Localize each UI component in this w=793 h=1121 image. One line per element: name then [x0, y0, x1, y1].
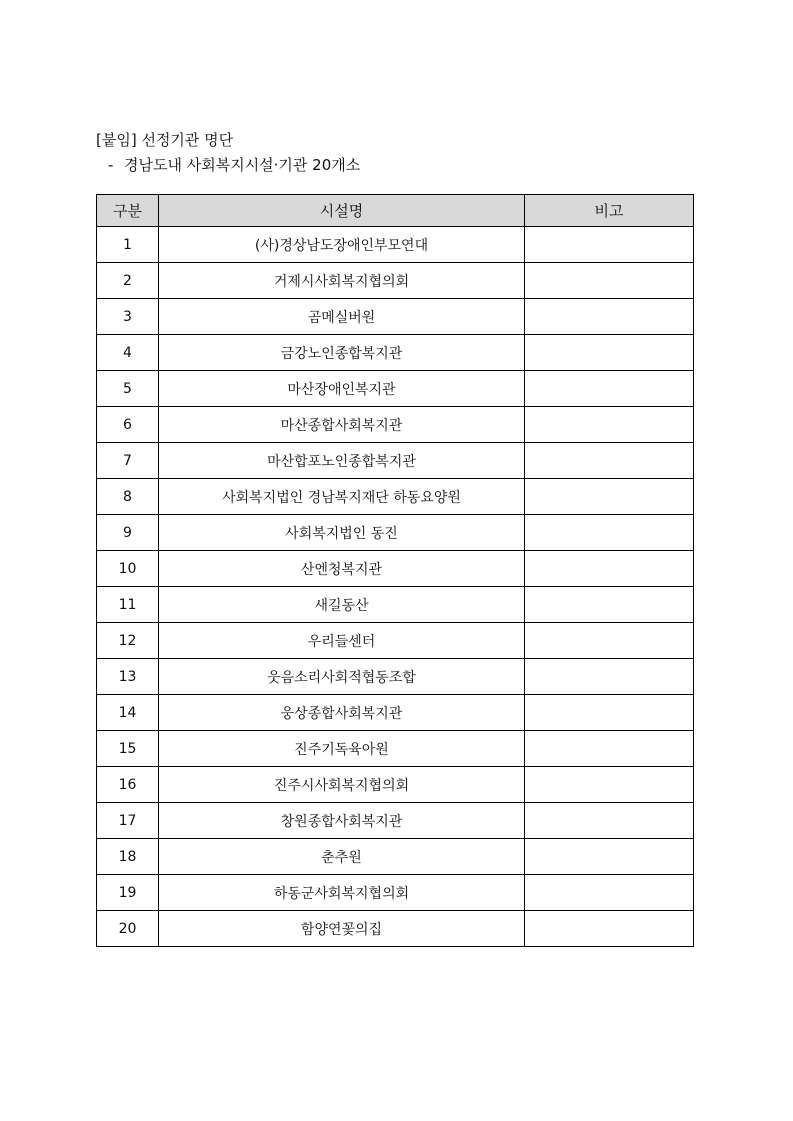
facility-name: 사회복지법인 동진 [159, 515, 525, 551]
row-number: 5 [97, 371, 159, 407]
facility-name: 진주기독육아원 [159, 731, 525, 767]
remarks [525, 839, 694, 875]
row-number: 13 [97, 659, 159, 695]
table-row [97, 767, 694, 803]
facility-name: 하동군사회복지협의회 [159, 875, 525, 911]
remarks [525, 731, 694, 767]
remarks [525, 551, 694, 587]
table-row [97, 695, 694, 731]
facility-name: 곰메실버원 [159, 299, 525, 335]
table-row [97, 911, 694, 947]
facility-name: 춘추원 [159, 839, 525, 875]
table-row [97, 299, 694, 335]
facility-name: 마산합포노인종합복지관 [159, 443, 525, 479]
table-row [97, 335, 694, 371]
remarks [525, 443, 694, 479]
table-row [97, 551, 694, 587]
table-row [97, 263, 694, 299]
row-number: 15 [97, 731, 159, 767]
facility-name: 함양연꽃의집 [159, 911, 525, 947]
remarks [525, 587, 694, 623]
header-facility-name: 시설명 [159, 195, 525, 227]
remarks [525, 911, 694, 947]
page-title: [붙임] 선정기관 명단 [96, 131, 234, 149]
row-number: 17 [97, 803, 159, 839]
row-number: 3 [97, 299, 159, 335]
table-row [97, 731, 694, 767]
facility-name: (사)경상남도장애인부모연대 [159, 227, 525, 263]
table-body [97, 227, 694, 947]
table-row [97, 803, 694, 839]
table-row [97, 407, 694, 443]
header-number: 구분 [97, 195, 159, 227]
remarks [525, 227, 694, 263]
table-row [97, 227, 694, 263]
remarks [525, 335, 694, 371]
remarks [525, 875, 694, 911]
table-row [97, 479, 694, 515]
institution-table [96, 194, 694, 947]
row-number: 18 [97, 839, 159, 875]
row-number: 8 [97, 479, 159, 515]
facility-name: 웅상종합사회복지관 [159, 695, 525, 731]
remarks [525, 767, 694, 803]
subheading [108, 155, 360, 175]
remarks [525, 407, 694, 443]
remarks [525, 263, 694, 299]
row-number: 12 [97, 623, 159, 659]
remarks [525, 623, 694, 659]
remarks [525, 515, 694, 551]
facility-name: 사회복지법인 경남복지재단 하동요양원 [159, 479, 525, 515]
row-number: 16 [97, 767, 159, 803]
row-number: 20 [97, 911, 159, 947]
row-number: 10 [97, 551, 159, 587]
facility-name: 웃음소리사회적협동조합 [159, 659, 525, 695]
facility-name: 거제시사회복지협의회 [159, 263, 525, 299]
row-number: 1 [97, 227, 159, 263]
facility-name: 금강노인종합복지관 [159, 335, 525, 371]
remarks [525, 479, 694, 515]
remarks [525, 299, 694, 335]
remarks [525, 371, 694, 407]
table-row [97, 659, 694, 695]
table-row [97, 875, 694, 911]
table-row [97, 623, 694, 659]
table-row [97, 839, 694, 875]
row-number: 19 [97, 875, 159, 911]
row-number: 14 [97, 695, 159, 731]
row-number: 9 [97, 515, 159, 551]
facility-name: 창원종합사회복지관 [159, 803, 525, 839]
facility-name: 진주시사회복지협의회 [159, 767, 525, 803]
facility-name: 산엔청복지관 [159, 551, 525, 587]
table-row [97, 371, 694, 407]
facility-name: 마산장애인복지관 [159, 371, 525, 407]
row-number: 7 [97, 443, 159, 479]
facility-name: 우리들센터 [159, 623, 525, 659]
row-number: 2 [97, 263, 159, 299]
table-row [97, 443, 694, 479]
remarks [525, 659, 694, 695]
facility-name: 새길동산 [159, 587, 525, 623]
row-number: 6 [97, 407, 159, 443]
table-header-row [97, 195, 694, 227]
table-row [97, 515, 694, 551]
facility-name: 마산종합사회복지관 [159, 407, 525, 443]
header-remarks: 비고 [525, 195, 694, 227]
bullet-dash: - [108, 156, 114, 174]
subheading-text: 경남도내 사회복지시설·기관 20개소 [124, 156, 361, 174]
remarks [525, 803, 694, 839]
row-number: 11 [97, 587, 159, 623]
remarks [525, 695, 694, 731]
table-row [97, 587, 694, 623]
row-number: 4 [97, 335, 159, 371]
